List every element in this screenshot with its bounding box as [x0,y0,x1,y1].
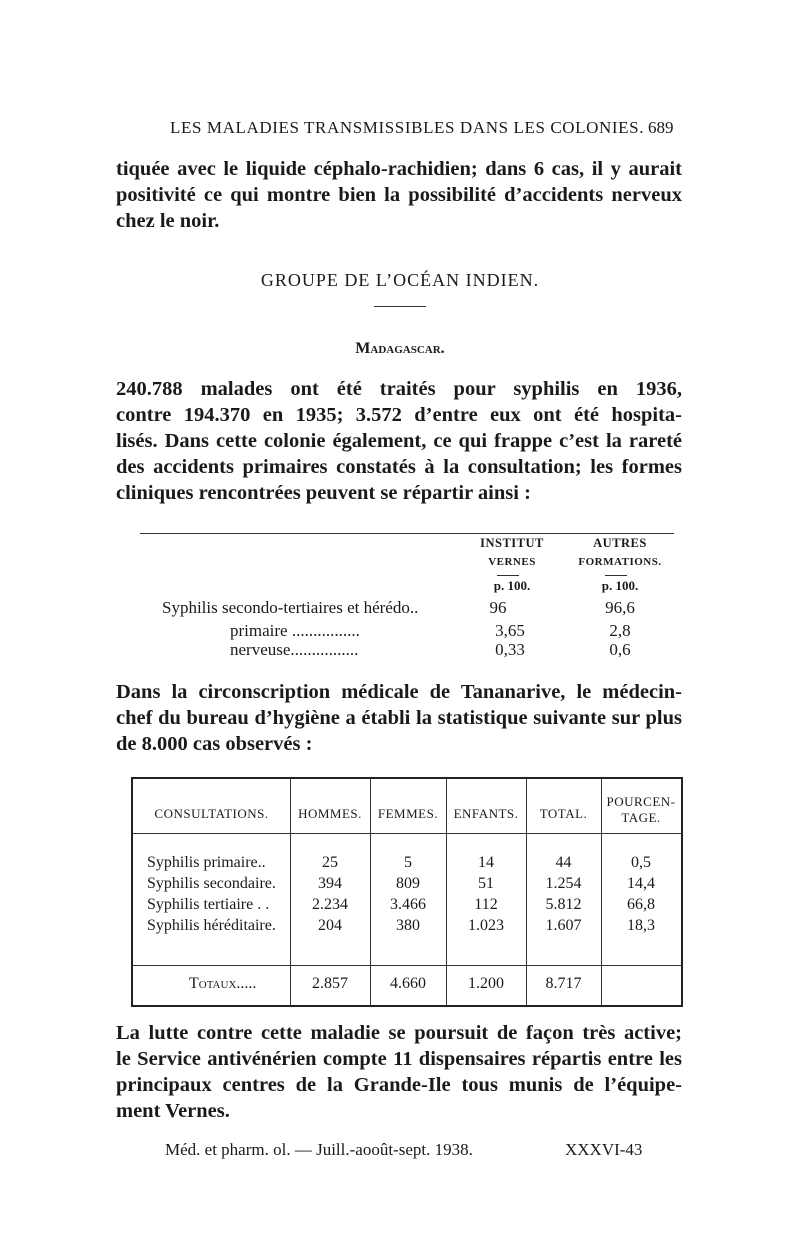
col-header-total: TOTAL. [539,806,588,821]
cell-value: 96 [489,598,507,617]
header-rule [133,833,681,834]
text-line: chef du bureau d’hygiène a établi la statistique suivante sur plus [116,707,682,729]
text-line: contre 194.370 en 1935; 3.572 d’entre eux ont été hospita- [116,404,682,426]
row-label: nerveuse................ [230,640,359,659]
text-line: de 8.000 cas observés : [116,733,313,755]
text-line: La lutte contre cette maladie se poursuit de façon très active; [116,1022,682,1044]
text-line: tiquée avec le liquide céphalo-rachidien; dans 6 cas, il y aurait [116,158,682,180]
cell-total: 44 [555,854,572,871]
col-header-enfants: ENFANTS. [453,806,519,821]
text-line: Dans la circonscription médicale de Tananarive, le médecin- [116,681,682,703]
row-label: Syphilis secondaire. [147,875,276,892]
cell-femmes: 3.466 [390,896,426,913]
total-hommes: 2.857 [312,975,348,992]
madagascar-paragraph [116,376,682,506]
cell-enfants: 14 [478,854,494,871]
cell-femmes: 809 [396,875,420,892]
col-header-consultations: CONSULTATIONS. [154,806,269,821]
cell-value: 96,6 [605,598,635,617]
cell-value: 2,8 [609,621,631,640]
text-line: 240.788 malades ont été traités pour syphilis en 1936, [116,378,682,400]
row-label: Syphilis tertiaire . . [147,896,270,913]
cell-hommes: 204 [318,917,342,934]
col-header-femmes: FEMMES. [377,806,439,821]
intro-paragraph [116,156,682,234]
cell-total: 1.254 [545,875,582,892]
unit-label: p. 100. [601,578,639,593]
cell-enfants: 1.023 [468,917,504,934]
running-header: LES MALADIES TRANSMISSIBLES DANS LES COLONIES. [170,118,645,137]
col-header-formations: FORMATIONS. [578,556,662,568]
text-line: lisés. Dans cette colonie également, ce qui frappe c’est la rareté [116,430,682,452]
cell-pct: 66,8 [627,896,655,913]
section-title: GROUPE DE L’OCÉAN INDIEN. [260,270,540,290]
text-line: positivité ce qui montre bien la possibilité d’accidents nerveux [116,184,682,206]
total-total: 8.717 [545,975,582,992]
totals-rule [133,965,681,966]
closing-paragraph [116,1020,682,1124]
total-enfants: 1.200 [468,975,504,992]
cell-femmes: 5 [404,854,412,871]
divider [374,306,426,307]
text-line: ment Vernes. [116,1100,230,1122]
col-header-pourcentage: POURCEN- [606,794,676,809]
tananarive-paragraph [116,679,682,757]
text-line: cliniques rencontrées peuvent se répartir ainsi : [116,482,531,504]
row-label: primaire ................ [230,621,360,640]
cell-value: 0,33 [495,640,525,659]
text-line: le Service antivénérien compte 11 dispensaires répartis entre les [116,1048,682,1070]
text-line: chez le noir. [116,210,220,232]
cell-value: 0,6 [609,640,631,659]
footer-citation: Méd. et pharm. ol. — Juill.-aooût-sept. 1938. [165,1140,473,1159]
cell-pct: 18,3 [627,917,655,934]
cell-hommes: 2.234 [312,896,348,913]
col-header-hommes: HOMMES. [298,806,362,821]
text-line: des accidents primaires constatés à la consultation; les formes [116,456,682,478]
cell-total: 1.607 [545,917,582,934]
row-label: Syphilis primaire.. [147,854,266,871]
col-rule [605,575,627,576]
cell-femmes: 380 [396,917,420,934]
unit-label: p. 100. [493,578,531,593]
page-number: 689 [648,118,674,137]
col-header-vernes: VERNES [488,556,536,568]
cell-pct: 14,4 [627,875,655,892]
cell-hommes: 394 [318,875,342,892]
tananarive-statistics-table [131,777,683,1007]
col-header-institut: INSTITUT [480,536,544,550]
cell-total: 5.812 [545,896,582,913]
row-label: Syphilis héréditaire. [147,917,276,934]
cell-pct: 0,5 [631,854,651,871]
col-header-pourcentage-2: TAGE. [621,810,661,825]
footer-signature: XXXVI-43 [565,1140,643,1159]
col-header-autres: AUTRES [593,536,647,550]
cell-enfants: 51 [478,875,494,892]
text-line: principaux centres de la Grande-Ile tous munis de l’équipe- [116,1074,682,1096]
total-femmes: 4.660 [390,975,426,992]
row-label: Syphilis secondo-tertiaires et hérédo.. [162,598,419,617]
cell-hommes: 25 [322,854,338,871]
table-top-rule [140,533,674,534]
subsection-title: Madagascar. [355,340,445,357]
cell-enfants: 112 [474,896,498,913]
col-rule [497,575,519,576]
totals-label: Totaux..... [189,975,257,992]
cell-value: 3,65 [495,621,525,640]
